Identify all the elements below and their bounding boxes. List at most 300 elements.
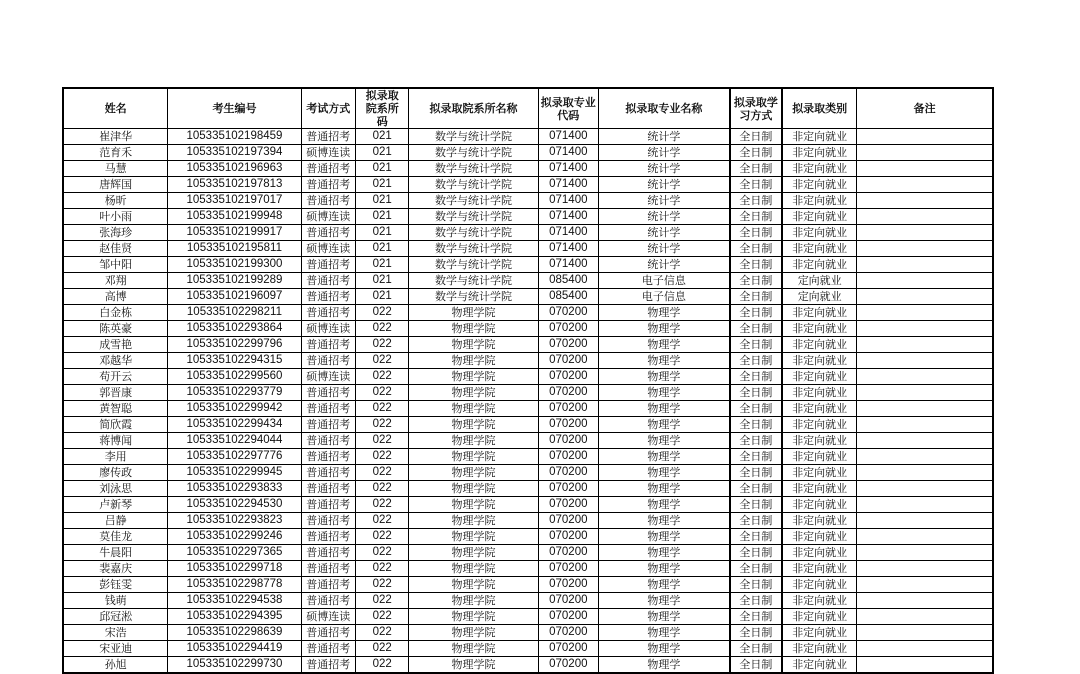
header-exam-id: 考生编号 <box>168 88 301 129</box>
cell-exam-method: 硕博连读 <box>301 609 355 625</box>
table-row <box>63 545 993 561</box>
cell-major-name: 物理学 <box>599 481 730 497</box>
table-row <box>63 161 993 177</box>
cell-exam-method: 普通招考 <box>301 401 355 417</box>
cell-dept-name: 物理学院 <box>409 465 538 481</box>
cell-dept-code: 022 <box>355 481 408 497</box>
cell-major-name: 统计学 <box>599 225 730 241</box>
cell-study-mode: 全日制 <box>730 481 782 497</box>
cell-name: 钱萌 <box>63 593 168 609</box>
cell-remarks <box>857 513 993 529</box>
cell-major-name: 统计学 <box>599 145 730 161</box>
table-row <box>63 513 993 529</box>
cell-exam-id: 105335102294530 <box>168 497 301 513</box>
cell-study-mode: 全日制 <box>730 513 782 529</box>
cell-major-code: 071400 <box>538 161 599 177</box>
cell-dept-code: 021 <box>355 289 408 305</box>
cell-name: 邱冠淞 <box>63 609 168 625</box>
cell-category: 非定向就业 <box>782 545 857 561</box>
cell-category: 非定向就业 <box>782 145 857 161</box>
cell-remarks <box>857 353 993 369</box>
cell-major-code: 070200 <box>538 497 599 513</box>
cell-remarks <box>857 609 993 625</box>
cell-major-name: 物理学 <box>599 385 730 401</box>
cell-exam-method: 普通招考 <box>301 449 355 465</box>
cell-major-code: 071400 <box>538 129 599 145</box>
cell-dept-code: 021 <box>355 193 408 209</box>
cell-exam-method: 普通招考 <box>301 273 355 289</box>
admission-list-sheet <box>62 87 994 674</box>
cell-remarks <box>857 273 993 289</box>
cell-remarks <box>857 449 993 465</box>
cell-major-code: 071400 <box>538 209 599 225</box>
cell-dept-code: 021 <box>355 273 408 289</box>
cell-dept-name: 物理学院 <box>409 305 538 321</box>
cell-remarks <box>857 497 993 513</box>
cell-dept-code: 022 <box>355 497 408 513</box>
cell-remarks <box>857 257 993 273</box>
cell-exam-method: 普通招考 <box>301 337 355 353</box>
cell-dept-code: 022 <box>355 321 408 337</box>
cell-dept-name: 物理学院 <box>409 369 538 385</box>
cell-remarks <box>857 657 993 674</box>
cell-exam-method: 普通招考 <box>301 433 355 449</box>
cell-category: 非定向就业 <box>782 225 857 241</box>
cell-category: 非定向就业 <box>782 481 857 497</box>
cell-dept-name: 物理学院 <box>409 561 538 577</box>
cell-name: 廖传政 <box>63 465 168 481</box>
cell-dept-code: 022 <box>355 369 408 385</box>
cell-major-name: 物理学 <box>599 417 730 433</box>
cell-dept-code: 021 <box>355 257 408 273</box>
cell-exam-id: 105335102198459 <box>168 129 301 145</box>
cell-remarks <box>857 209 993 225</box>
cell-major-code: 070200 <box>538 513 599 529</box>
cell-category: 非定向就业 <box>782 433 857 449</box>
cell-exam-id: 105335102298639 <box>168 625 301 641</box>
cell-major-code: 070200 <box>538 465 599 481</box>
admission-table <box>62 87 994 674</box>
table-row <box>63 273 993 289</box>
cell-remarks <box>857 577 993 593</box>
cell-category: 非定向就业 <box>782 625 857 641</box>
cell-name: 叶小雨 <box>63 209 168 225</box>
cell-exam-method: 普通招考 <box>301 289 355 305</box>
cell-category: 非定向就业 <box>782 561 857 577</box>
cell-exam-method: 普通招考 <box>301 257 355 273</box>
cell-major-name: 统计学 <box>599 209 730 225</box>
cell-remarks <box>857 241 993 257</box>
cell-dept-name: 数学与统计学院 <box>409 289 538 305</box>
cell-exam-id: 105335102293779 <box>168 385 301 401</box>
cell-major-code: 070200 <box>538 321 599 337</box>
cell-name: 简欣霞 <box>63 417 168 433</box>
cell-dept-name: 数学与统计学院 <box>409 145 538 161</box>
table-row <box>63 561 993 577</box>
cell-major-name: 物理学 <box>599 577 730 593</box>
cell-dept-code: 022 <box>355 513 408 529</box>
cell-major-name: 物理学 <box>599 369 730 385</box>
cell-major-code: 070200 <box>538 353 599 369</box>
cell-study-mode: 全日制 <box>730 145 782 161</box>
cell-exam-id: 105335102299796 <box>168 337 301 353</box>
cell-exam-method: 普通招考 <box>301 497 355 513</box>
cell-remarks <box>857 321 993 337</box>
cell-dept-code: 021 <box>355 241 408 257</box>
cell-major-code: 070200 <box>538 433 599 449</box>
cell-exam-id: 105335102199948 <box>168 209 301 225</box>
table-row <box>63 145 993 161</box>
table-row <box>63 641 993 657</box>
cell-remarks <box>857 305 993 321</box>
cell-name: 李用 <box>63 449 168 465</box>
cell-dept-code: 022 <box>355 529 408 545</box>
cell-remarks <box>857 433 993 449</box>
cell-exam-method: 普通招考 <box>301 465 355 481</box>
cell-dept-name: 物理学院 <box>409 417 538 433</box>
cell-dept-name: 数学与统计学院 <box>409 177 538 193</box>
cell-major-name: 物理学 <box>599 401 730 417</box>
cell-major-name: 电子信息 <box>599 273 730 289</box>
cell-dept-name: 物理学院 <box>409 545 538 561</box>
cell-exam-id: 105335102293823 <box>168 513 301 529</box>
cell-study-mode: 全日制 <box>730 273 782 289</box>
cell-dept-name: 物理学院 <box>409 593 538 609</box>
cell-major-name: 物理学 <box>599 497 730 513</box>
cell-major-code: 070200 <box>538 545 599 561</box>
cell-exam-id: 105335102293833 <box>168 481 301 497</box>
cell-major-name: 物理学 <box>599 609 730 625</box>
table-row <box>63 401 993 417</box>
cell-exam-id: 105335102299942 <box>168 401 301 417</box>
cell-dept-code: 022 <box>355 561 408 577</box>
header-exam-method: 考试方式 <box>301 88 355 129</box>
cell-study-mode: 全日制 <box>730 465 782 481</box>
cell-study-mode: 全日制 <box>730 353 782 369</box>
cell-exam-id: 105335102294044 <box>168 433 301 449</box>
cell-category: 非定向就业 <box>782 337 857 353</box>
cell-remarks <box>857 225 993 241</box>
cell-name: 黄智聪 <box>63 401 168 417</box>
table-row <box>63 577 993 593</box>
cell-dept-code: 021 <box>355 161 408 177</box>
cell-study-mode: 全日制 <box>730 417 782 433</box>
cell-major-name: 物理学 <box>599 449 730 465</box>
cell-major-code: 070200 <box>538 385 599 401</box>
cell-remarks <box>857 385 993 401</box>
cell-major-code: 070200 <box>538 369 599 385</box>
cell-major-code: 071400 <box>538 193 599 209</box>
cell-category: 非定向就业 <box>782 353 857 369</box>
cell-dept-name: 物理学院 <box>409 625 538 641</box>
cell-major-name: 物理学 <box>599 465 730 481</box>
cell-category: 非定向就业 <box>782 449 857 465</box>
cell-exam-id: 105335102294419 <box>168 641 301 657</box>
cell-dept-name: 数学与统计学院 <box>409 257 538 273</box>
cell-major-code: 071400 <box>538 225 599 241</box>
cell-major-name: 物理学 <box>599 305 730 321</box>
cell-dept-name: 物理学院 <box>409 481 538 497</box>
cell-major-name: 物理学 <box>599 545 730 561</box>
cell-remarks <box>857 561 993 577</box>
cell-remarks <box>857 417 993 433</box>
table-row <box>63 257 993 273</box>
cell-dept-name: 物理学院 <box>409 401 538 417</box>
cell-study-mode: 全日制 <box>730 289 782 305</box>
cell-dept-code: 022 <box>355 625 408 641</box>
cell-major-name: 物理学 <box>599 625 730 641</box>
cell-remarks <box>857 545 993 561</box>
cell-exam-method: 普通招考 <box>301 593 355 609</box>
cell-name: 唐辉国 <box>63 177 168 193</box>
cell-remarks <box>857 625 993 641</box>
cell-major-name: 电子信息 <box>599 289 730 305</box>
table-row <box>63 497 993 513</box>
cell-exam-id: 105335102197017 <box>168 193 301 209</box>
cell-major-code: 070200 <box>538 641 599 657</box>
cell-remarks <box>857 465 993 481</box>
cell-category: 非定向就业 <box>782 241 857 257</box>
table-row <box>63 625 993 641</box>
cell-exam-id: 105335102299434 <box>168 417 301 433</box>
table-row <box>63 657 993 674</box>
header-study-mode: 拟录取学习方式 <box>730 88 782 129</box>
cell-study-mode: 全日制 <box>730 129 782 145</box>
cell-major-code: 070200 <box>538 417 599 433</box>
cell-major-code: 071400 <box>538 257 599 273</box>
cell-exam-method: 硕博连读 <box>301 321 355 337</box>
cell-major-code: 071400 <box>538 145 599 161</box>
cell-dept-name: 物理学院 <box>409 497 538 513</box>
table-row <box>63 209 993 225</box>
cell-dept-name: 数学与统计学院 <box>409 209 538 225</box>
cell-name: 宋浩 <box>63 625 168 641</box>
cell-major-name: 统计学 <box>599 129 730 145</box>
cell-exam-id: 105335102197394 <box>168 145 301 161</box>
cell-exam-id: 105335102195811 <box>168 241 301 257</box>
cell-remarks <box>857 145 993 161</box>
cell-name: 刘泳思 <box>63 481 168 497</box>
cell-major-name: 物理学 <box>599 657 730 674</box>
table-row <box>63 289 993 305</box>
cell-study-mode: 全日制 <box>730 177 782 193</box>
cell-exam-method: 普通招考 <box>301 225 355 241</box>
table-row <box>63 353 993 369</box>
cell-dept-code: 022 <box>355 417 408 433</box>
table-row <box>63 369 993 385</box>
cell-name: 蒋博闻 <box>63 433 168 449</box>
cell-dept-code: 022 <box>355 433 408 449</box>
cell-exam-method: 普通招考 <box>301 353 355 369</box>
cell-name: 陈英豪 <box>63 321 168 337</box>
cell-major-code: 070200 <box>538 449 599 465</box>
cell-category: 非定向就业 <box>782 513 857 529</box>
cell-study-mode: 全日制 <box>730 641 782 657</box>
cell-remarks <box>857 129 993 145</box>
cell-dept-name: 数学与统计学院 <box>409 193 538 209</box>
cell-dept-code: 022 <box>355 657 408 674</box>
cell-dept-code: 021 <box>355 145 408 161</box>
cell-major-name: 统计学 <box>599 257 730 273</box>
cell-category: 非定向就业 <box>782 369 857 385</box>
cell-category: 非定向就业 <box>782 401 857 417</box>
cell-dept-name: 物理学院 <box>409 449 538 465</box>
cell-name: 张海珍 <box>63 225 168 241</box>
cell-name: 郭晋康 <box>63 385 168 401</box>
cell-dept-name: 数学与统计学院 <box>409 129 538 145</box>
cell-exam-id: 105335102299718 <box>168 561 301 577</box>
cell-exam-method: 普通招考 <box>301 177 355 193</box>
cell-major-code: 070200 <box>538 657 599 674</box>
table-row <box>63 449 993 465</box>
cell-name: 范育禾 <box>63 145 168 161</box>
header-dept-name: 拟录取院系所名称 <box>409 88 538 129</box>
cell-study-mode: 全日制 <box>730 577 782 593</box>
cell-exam-method: 普通招考 <box>301 625 355 641</box>
cell-remarks <box>857 401 993 417</box>
cell-study-mode: 全日制 <box>730 497 782 513</box>
cell-exam-id: 105335102199289 <box>168 273 301 289</box>
cell-exam-id: 105335102196963 <box>168 161 301 177</box>
cell-dept-code: 022 <box>355 609 408 625</box>
cell-exam-id: 105335102298778 <box>168 577 301 593</box>
cell-category: 非定向就业 <box>782 257 857 273</box>
cell-major-name: 统计学 <box>599 241 730 257</box>
table-row <box>63 337 993 353</box>
cell-exam-id: 105335102299246 <box>168 529 301 545</box>
cell-exam-method: 硕博连读 <box>301 209 355 225</box>
cell-exam-id: 105335102294315 <box>168 353 301 369</box>
cell-dept-code: 022 <box>355 641 408 657</box>
cell-name: 杨昕 <box>63 193 168 209</box>
cell-remarks <box>857 161 993 177</box>
cell-category: 非定向就业 <box>782 641 857 657</box>
cell-study-mode: 全日制 <box>730 241 782 257</box>
cell-dept-code: 022 <box>355 593 408 609</box>
table-row <box>63 529 993 545</box>
cell-dept-name: 物理学院 <box>409 433 538 449</box>
cell-dept-name: 物理学院 <box>409 337 538 353</box>
cell-dept-code: 022 <box>355 353 408 369</box>
cell-major-code: 070200 <box>538 529 599 545</box>
cell-name: 卢新琴 <box>63 497 168 513</box>
cell-major-name: 统计学 <box>599 161 730 177</box>
cell-exam-method: 普通招考 <box>301 657 355 674</box>
cell-exam-id: 105335102297365 <box>168 545 301 561</box>
cell-dept-code: 022 <box>355 305 408 321</box>
cell-major-code: 071400 <box>538 241 599 257</box>
cell-name: 孙旭 <box>63 657 168 674</box>
cell-dept-name: 物理学院 <box>409 609 538 625</box>
cell-exam-id: 105335102199300 <box>168 257 301 273</box>
header-major-name: 拟录取专业名称 <box>599 88 730 129</box>
cell-name: 崔津华 <box>63 129 168 145</box>
cell-exam-method: 硕博连读 <box>301 145 355 161</box>
cell-study-mode: 全日制 <box>730 193 782 209</box>
cell-study-mode: 全日制 <box>730 529 782 545</box>
table-row <box>63 193 993 209</box>
cell-exam-method: 普通招考 <box>301 385 355 401</box>
cell-major-name: 物理学 <box>599 321 730 337</box>
cell-dept-name: 物理学院 <box>409 577 538 593</box>
cell-dept-name: 物理学院 <box>409 657 538 674</box>
cell-remarks <box>857 193 993 209</box>
cell-major-name: 物理学 <box>599 337 730 353</box>
cell-major-code: 070200 <box>538 305 599 321</box>
cell-category: 非定向就业 <box>782 161 857 177</box>
cell-study-mode: 全日制 <box>730 385 782 401</box>
cell-name: 成雪艳 <box>63 337 168 353</box>
cell-exam-id: 105335102196097 <box>168 289 301 305</box>
cell-exam-method: 普通招考 <box>301 305 355 321</box>
table-row <box>63 433 993 449</box>
cell-name: 邓越华 <box>63 353 168 369</box>
cell-major-code: 070200 <box>538 625 599 641</box>
cell-name: 马慧 <box>63 161 168 177</box>
cell-study-mode: 全日制 <box>730 657 782 674</box>
cell-major-code: 070200 <box>538 561 599 577</box>
cell-exam-method: 普通招考 <box>301 193 355 209</box>
cell-dept-name: 物理学院 <box>409 641 538 657</box>
cell-category: 非定向就业 <box>782 609 857 625</box>
cell-category: 非定向就业 <box>782 657 857 674</box>
cell-study-mode: 全日制 <box>730 433 782 449</box>
cell-major-name: 物理学 <box>599 593 730 609</box>
table-row <box>63 385 993 401</box>
cell-category: 定向就业 <box>782 289 857 305</box>
cell-category: 非定向就业 <box>782 193 857 209</box>
table-row <box>63 241 993 257</box>
cell-category: 非定向就业 <box>782 209 857 225</box>
cell-major-code: 070200 <box>538 481 599 497</box>
cell-study-mode: 全日制 <box>730 337 782 353</box>
cell-major-name: 物理学 <box>599 353 730 369</box>
cell-exam-method: 普通招考 <box>301 161 355 177</box>
cell-name: 苟开云 <box>63 369 168 385</box>
cell-major-code: 070200 <box>538 577 599 593</box>
header-name: 姓名 <box>63 88 168 129</box>
cell-major-name: 统计学 <box>599 177 730 193</box>
table-row <box>63 177 993 193</box>
cell-dept-code: 022 <box>355 465 408 481</box>
cell-remarks <box>857 177 993 193</box>
cell-dept-code: 022 <box>355 337 408 353</box>
cell-major-name: 物理学 <box>599 561 730 577</box>
cell-exam-id: 105335102197813 <box>168 177 301 193</box>
cell-name: 邹中阳 <box>63 257 168 273</box>
table-row <box>63 305 993 321</box>
cell-study-mode: 全日制 <box>730 609 782 625</box>
cell-major-code: 071400 <box>538 177 599 193</box>
cell-exam-method: 普通招考 <box>301 529 355 545</box>
cell-major-code: 070200 <box>538 609 599 625</box>
cell-study-mode: 全日制 <box>730 401 782 417</box>
cell-remarks <box>857 481 993 497</box>
cell-dept-code: 021 <box>355 177 408 193</box>
cell-remarks <box>857 369 993 385</box>
cell-name: 白金栋 <box>63 305 168 321</box>
cell-dept-name: 物理学院 <box>409 529 538 545</box>
cell-dept-code: 022 <box>355 577 408 593</box>
cell-category: 非定向就业 <box>782 417 857 433</box>
cell-exam-method: 硕博连读 <box>301 241 355 257</box>
cell-remarks <box>857 593 993 609</box>
cell-exam-id: 105335102294538 <box>168 593 301 609</box>
cell-major-name: 物理学 <box>599 513 730 529</box>
cell-exam-method: 普通招考 <box>301 641 355 657</box>
cell-category: 非定向就业 <box>782 593 857 609</box>
cell-dept-code: 022 <box>355 401 408 417</box>
